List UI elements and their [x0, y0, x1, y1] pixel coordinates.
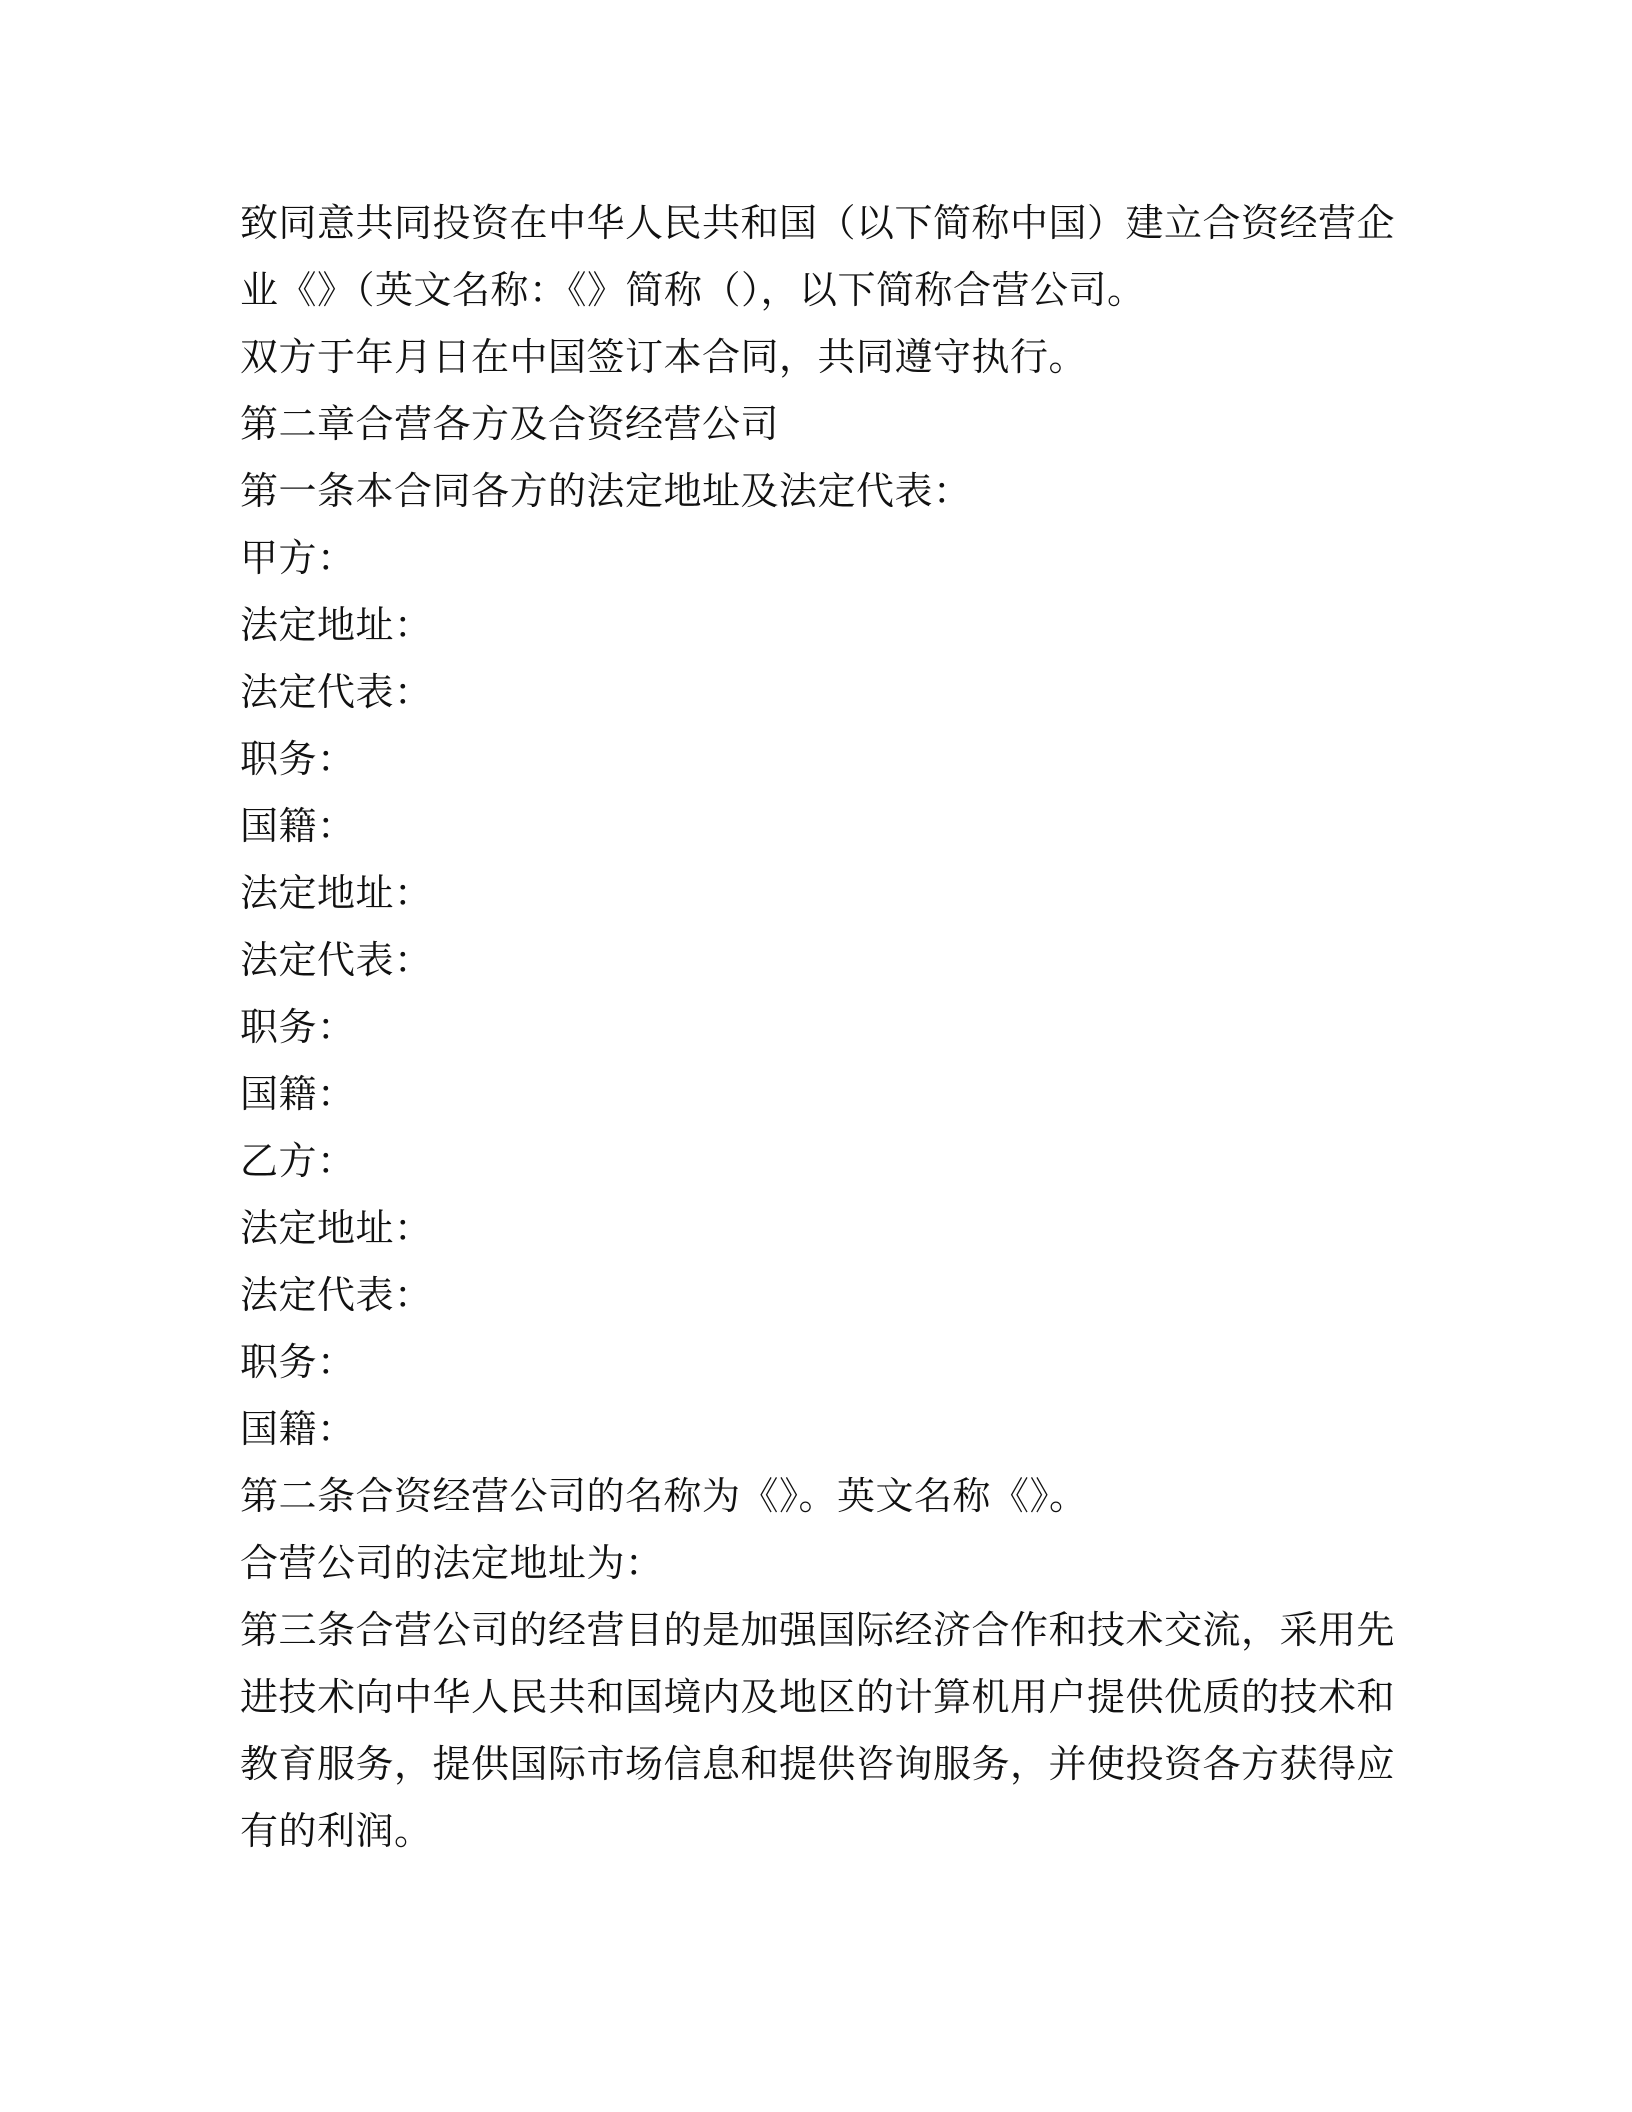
party-a2-position: 职务： — [240, 1005, 356, 1049]
party-b-nationality: 国籍： — [240, 1407, 356, 1451]
party-a2-address: 法定地址： — [240, 871, 433, 915]
party-a2-nationality: 国籍： — [240, 1072, 356, 1116]
article-3: 第三条合营公司的经营目的是加强国际经济合作和技术交流，采用先进技术向中华人民共和国境内及地区的计算机用户提供优质的技术和教育服务，提供国际市场信息和提供咨询服务，并使投资各方获得应有的利润。 — [240, 1608, 1396, 1853]
chapter-heading-2: 第二章合营各方及合资经营公司 — [240, 402, 780, 446]
party-a-representative: 法定代表： — [240, 670, 433, 714]
paragraph-establish-jv: 致同意共同投资在中华人民共和国（以下简称中国）建立合资经营企业《》（英文名称：《》简称（），以下简称合营公司。 — [240, 201, 1396, 312]
party-b-representative: 法定代表： — [240, 1273, 433, 1317]
jv-legal-address: 合营公司的法定地址为： — [240, 1541, 664, 1585]
party-b-address: 法定地址： — [240, 1206, 433, 1250]
party-a-position: 职务： — [240, 737, 356, 781]
party-b-position: 职务： — [240, 1340, 356, 1384]
party-b-label: 乙方： — [240, 1139, 356, 1183]
document-body — [240, 190, 1400, 1865]
paragraph-signing: 双方于年月日在中国签订本合同，共同遵守执行。 — [240, 335, 1088, 379]
article-1: 第一条本合同各方的法定地址及法定代表： — [240, 469, 972, 513]
party-a-label: 甲方： — [240, 536, 356, 580]
party-a2-representative: 法定代表： — [240, 938, 433, 982]
party-a-address: 法定地址： — [240, 603, 433, 647]
party-a-nationality: 国籍： — [240, 804, 356, 848]
article-2: 第二条合资经营公司的名称为《》。英文名称《》。 — [240, 1474, 1088, 1518]
